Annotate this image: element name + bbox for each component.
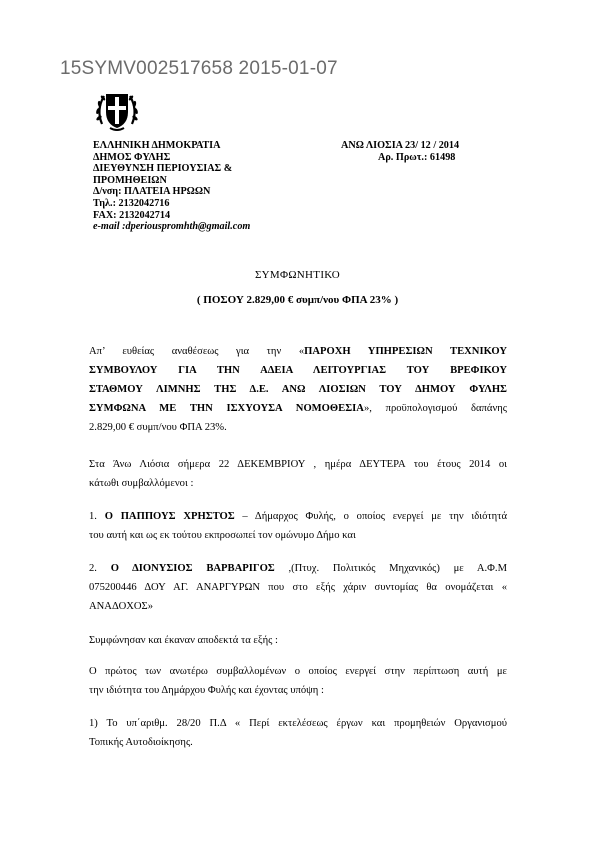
text-span: Απ’ ευθείας αναθέσεως για την « (89, 346, 305, 357)
document-date: ΑΝΩ ΛΙΟΣΙΑ 23/ 12 / 2014 (341, 140, 460, 151)
header-email: e-mail :dperiouspromhth@gmail.com (93, 221, 251, 233)
paragraph-legal-basis (89, 714, 507, 752)
party-two-name: Ο ΔΙΟΝΥΣΙΟΣ ΒΑΡΒΑΡΙΓΟΣ (110, 563, 275, 574)
document-title: ΣΥΜΦΩΝΗΤΙΚΟ (254, 269, 341, 281)
header-fax: FAX: 2132042714 (93, 209, 171, 221)
header-municipality: ΔΗΜΟΣ ΦΥΛΗΣ (93, 151, 171, 163)
issuer-header (93, 140, 250, 233)
party-one-name: Ο ΠΑΠΠΟΥΣ ΧΡΗΣΤΟΣ (104, 511, 235, 522)
greek-coat-of-arms-icon (92, 84, 142, 134)
service-title-cont: ΣΥΜΒΟΥΛΟΥ ΓΙΑ ΤΗΝ ΑΔΕΙΑ ΛΕΙΤΟΥΡΓΙΑΣ ΤΟΥ ΒΡΕΦΙΚΟΥ (89, 365, 507, 376)
paragraph-date-parties (89, 455, 507, 493)
text-line: Στα Άνω Λιόσια σήμερα 22 ΔΕΚΕΜΒΡΙΟΥ , ημέρα ΔΕΥΤΕΡΑ του έτους 2014 οι (89, 459, 507, 470)
text-line: Συμφώνησαν και έκαναν αποδεκτά τα εξής : (89, 635, 278, 646)
text-line: 1) Το υπ΄αριθμ. 28/20 Π.Δ « Περί εκτελέσεως έργων και προμηθειών Οργανισμού (89, 718, 507, 729)
paragraph-assignment (89, 342, 507, 437)
service-title-cont: ΣΤΑΘΜΟΥ ΛΙΜΝΗΣ ΤΗΣ Δ.Ε. ΑΝΩ ΛΙΟΣΙΩΝ ΤΟΥ ΔΗΜΟΥ ΦΥΛΗΣ (89, 384, 507, 395)
text-span: », προϋπολογισμού δαπάνης (363, 403, 507, 414)
text-line: Τοπικής Αυτοδιοίκησης. (89, 737, 193, 748)
document-stamp: 15SYMV002517658 2015-01-07 (60, 58, 338, 79)
text-span: 1. (89, 511, 105, 522)
text-line: 075200446 ΔΟΥ ΑΓ. ΑΝΑΡΓΥΡΩΝ που στο εξής χάριν συντομίας θα ονομάζεται « (89, 582, 507, 593)
text-line: την ιδιότητα του Δημάρχου Φυλής και έχοντας υπόψη : (89, 685, 324, 696)
protocol-number: Αρ. Πρωτ.: 61498 (378, 151, 456, 163)
header-address: Δ/νση: ΠΛΑΤΕΙΑ ΗΡΩΩΝ (93, 186, 211, 198)
header-country: ΕΛΛΗΝΙΚΗ ΔΗΜΟΚΡΑΤΙΑ (93, 140, 221, 151)
date-protocol-block (341, 140, 459, 163)
text-line: κάτωθι συμβαλλόμενοι : (89, 478, 194, 489)
paragraph-agreed (89, 631, 507, 650)
paragraph-party-two (89, 559, 507, 616)
text-span: 2. (89, 563, 111, 574)
text-line: ΑΝΑΔΟΧΟΣ» (89, 601, 153, 612)
service-title: ΠΑΡΟΧΗ ΥΠΗΡΕΣΙΩΝ ΤΕΧΝΙΚΟΥ (304, 346, 507, 357)
paragraph-party-one (89, 507, 507, 545)
header-department-cont: ΠΡΟΜΗΘΕΙΩΝ (93, 174, 167, 186)
document-subtitle: ( ΠΟΣΟΥ 2.829,00 € συμπ/νου ΦΠΑ 23% ) (196, 294, 399, 306)
header-phone: Τηλ.: 2132042716 (93, 197, 170, 209)
text-line: Ο πρώτος των ανωτέρω συμβαλλομένων ο οποίος ενεργεί στην περίπτωση αυτή με (89, 666, 507, 677)
header-department: ΔΙΕΥΘΥΝΣΗ ΠΕΡΙΟΥΣΙΑΣ & (93, 163, 233, 175)
budget-amount: 2.829,00 € συμπ/νου ΦΠΑ 23%. (89, 422, 227, 433)
paragraph-first-party-considerations (89, 662, 507, 700)
text-line: του αυτή και ως εκ τούτου εκπροσωπεί τον ομώνυμο Δήμο και (89, 530, 356, 541)
text-span: ,(Πτυχ. Πολιτικός Μηχανικός) με Α.Φ.Μ (274, 563, 507, 574)
service-title-cont: ΣΥΜΦΩΝΑ ΜΕ ΤΗΝ ΙΣΧΥΟΥΣΑ ΝΟΜΟΘΕΣΙΑ (89, 403, 364, 414)
text-span: – Δήμαρχος Φυλής, ο οποίος ενεργεί με την ιδιότητά (234, 511, 508, 522)
